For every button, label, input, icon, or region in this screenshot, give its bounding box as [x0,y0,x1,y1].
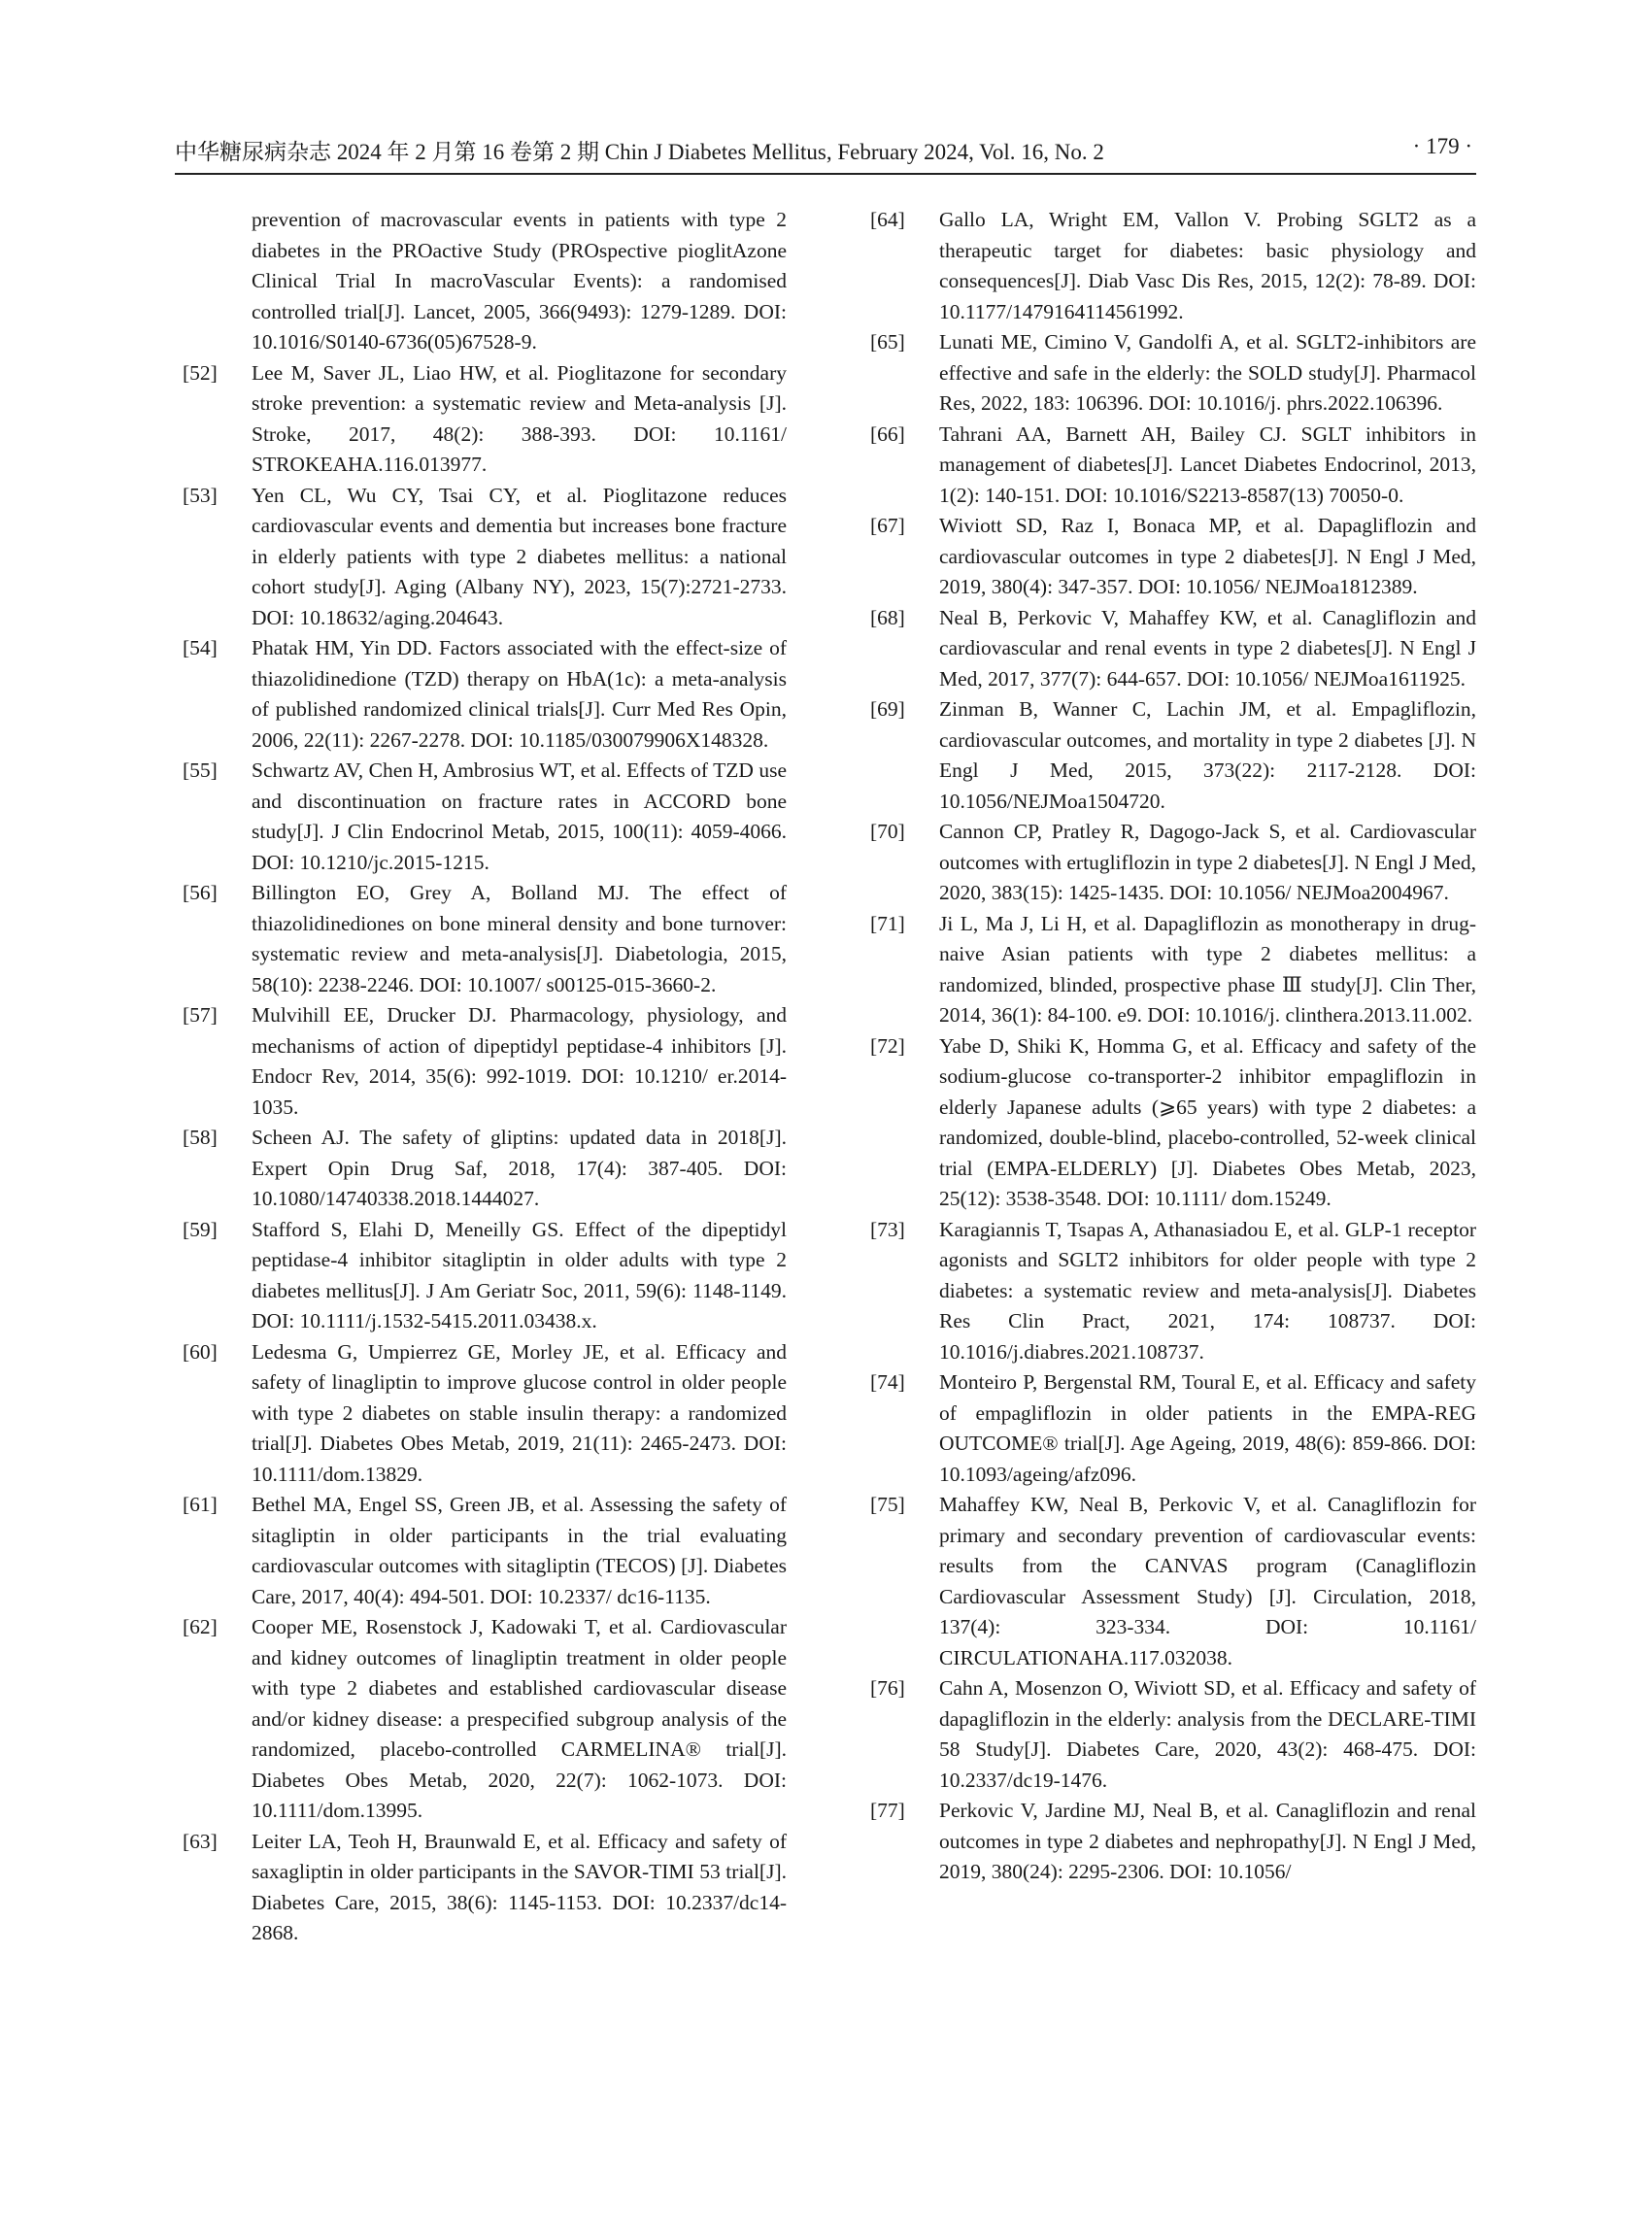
reference-number: [54] [183,636,218,659]
reference-text: prevention of macrovascular events in patients with type 2 diabetes in the PROactive Study (PROspective pioglitAzone Clinical Trial In macroVascular Events): a randomised controlled trial[J]. Lancet, 2005, 366(9493): 1279-1289. DOI: 10.1016/S0140-6736(05)67528-9. [252,208,787,354]
reference-text: Neal B, Perkovic V, Mahaffey KW, et al. Canagliflozin and cardiovascular and renal events in type 2 diabetes[J]. N Engl J Med, 2017, 377(7): 644-657. DOI: 10.1056/ NEJMoa1611925. [939,605,1476,691]
reference-number: [74] [870,1370,905,1394]
reference-entry [865,817,1476,909]
reference-number: [72] [870,1033,905,1058]
reference-text: Cahn A, Mosenzon O, Wiviott SD, et al. Efficacy and safety of dapagliflozin in the elderly: analysis from the DECLARE-TIMI 58 Study[J]. Diabetes Care, 2020, 43(2): 468-475. DOI: 10.2337/dc19-1476. [939,1676,1476,1792]
reference-entry [865,1367,1476,1490]
reference-text: Phatak HM, Yin DD. Factors associated with the effect-size of thiazolidinedione (TZD) therapy on HbA(1c): a meta-analysis of published randomized clinical trials[J]. Curr Med Res Opin, 2006, 22(11): 2267-2278. DOI: 10.1185/030079906X148328. [252,636,787,752]
reference-text: Lee M, Saver JL, Liao HW, et al. Pioglitazone for secondary stroke prevention: a systematic review and Meta-analysis [J]. Stroke, 2017, 48(2): 388-393. DOI: 10.1161/ STROKEAHA.116.013977. [252,360,787,476]
reference-text: Perkovic V, Jardine MJ, Neal B, et al. Canagliflozin and renal outcomes in type 2 diabetes and nephropathy[J]. N Engl J Med, 2019, 380(24): 2295-2306. DOI: 10.1056/ [939,1799,1476,1883]
reference-number: [64] [870,208,905,231]
reference-text: Cooper ME, Rosenstock J, Kadowaki T, et al. Cardiovascular and kidney outcomes of linagliptin treatment in older people with type 2 diabetes and established cardiovascular disease and/or kidney disease: a prespecified subgroup analysis of the randomized, placebo-controlled CARMELINA® trial[J]. Diabetes Obes Metab, 2020, 22(7): 1062-1073. DOI: 10.1111/dom.13995. [252,1615,787,1822]
reference-text: Yabe D, Shiki K, Homma G, et al. Efficacy and safety of the sodium-glucose co-transporter-2 inhibitor empagliflozin in elderly Japanese adults (⩾65 years) with type 2 diabetes: a randomized, double-blind, placebo-controlled, 52-week clinical trial (EMPA-ELDERLY) [J]. Diabetes Obes Metab, 2023, 25(12): 3538-3548. DOI: 10.1111/ dom.15249. [939,1033,1476,1210]
reference-entry [178,878,787,1000]
reference-entry [865,909,1476,1031]
reference-entry [865,694,1476,817]
journal-citation: 中华糖尿病杂志 2024 年 2 月第 16 卷第 2 期 Chin J Diabetes Mellitus, February 2024, Vol. 16, No. 2 [175,140,1104,164]
reference-entry [178,358,787,481]
reference-text: Scheen AJ. The safety of gliptins: updated data in 2018[J]. Expert Opin Drug Saf, 2018, 17(4): 387-405. DOI: 10.1080/14740338.2018.1444027. [252,1126,787,1210]
reference-text: Wiviott SD, Raz I, Bonaca MP, et al. Dapagliflozin and cardiovascular outcomes in type 2 diabetes[J]. N Engl J Med, 2019, 380(4): 347-357. DOI: 10.1056/ NEJMoa1812389. [939,514,1476,598]
reference-entry [178,481,787,634]
reference-entry [865,205,1476,327]
reference-text: Ji L, Ma J, Li H, et al. Dapagliflozin as monotherapy in drug-naive Asian patients with type 2 diabetes mellitus: a randomized, blinded, prospective phase Ⅲ study[J]. Clin Ther, 2014, 36(1): 84-100. e9. DOI: 10.1016/j. clinthera.2013.11.002. [939,911,1476,1027]
reference-entry [865,1796,1476,1888]
reference-number: [55] [183,759,218,782]
reference-text: Yen CL, Wu CY, Tsai CY, et al. Pioglitazone reduces cardiovascular events and dementia but increases bone fracture in elderly patients with type 2 diabetes mellitus: a national cohort study[J]. Aging (Albany NY), 2023, 15(7):2721-2733. DOI: 10.18632/aging.204643. [252,483,787,629]
reference-entry [178,1827,787,1949]
reference-entry [865,511,1476,603]
reference-entry [865,1031,1476,1215]
left-reference-column [178,205,787,1949]
reference-number: [53] [183,483,218,507]
reference-number: [71] [870,911,905,935]
reference-number: [69] [870,697,905,721]
reference-entry [178,633,787,756]
right-reference-column [865,205,1476,1888]
reference-entry [178,205,787,358]
reference-text: Billington EO, Grey A, Bolland MJ. The effect of thiazolidinediones on bone mineral density and bone turnover: systematic review and meta-analysis[J]. Diabetologia, 2015, 58(10): 2238-2246. DOI: 10.1007/ s00125-015-3660-2. [252,881,787,996]
reference-number: [68] [870,605,905,629]
reference-number: [76] [870,1676,905,1700]
running-header [175,124,1476,175]
reference-number: [66] [870,421,905,446]
reference-text: Mulvihill EE, Drucker DJ. Pharmacology, physiology, and mechanisms of action of dipeptidyl peptidase-4 inhibitors [J]. Endocr Rev, 2014, 35(6): 992-1019. DOI: 10.1210/ er.2014-1035. [252,1003,787,1119]
reference-number: [52] [183,360,218,385]
reference-number: [63] [183,1829,218,1853]
reference-number: [60] [183,1339,218,1364]
reference-text: Leiter LA, Teoh H, Braunwald E, et al. Efficacy and safety of saxagliptin in older participants in the SAVOR-TIMI 53 trial[J]. Diabetes Care, 2015, 38(6): 1145-1153. DOI: 10.2337/dc14-2868. [252,1829,787,1944]
reference-number: [67] [870,514,905,537]
reference-number: [73] [870,1217,905,1241]
reference-entry [178,1612,787,1827]
reference-entry [865,603,1476,695]
reference-text: Mahaffey KW, Neal B, Perkovic V, et al. Canagliflozin for primary and secondary prevention of cardiovascular events: results from the CANVAS program (Canagliflozin Cardiovascular Assessment Study) [J]. Circulation, 2018, 137(4): 323-334. DOI: 10.1161/ CIRCULATIONAHA.117.032038. [939,1493,1476,1669]
reference-text: Schwartz AV, Chen H, Ambrosius WT, et al. Effects of TZD use and discontinuation on fracture rates in ACCORD bone study[J]. J Clin Endocrinol Metab, 2015, 100(11): 4059-4066. DOI: 10.1210/jc.2015-1215. [252,759,787,874]
reference-number: [77] [870,1799,905,1822]
reference-text: Stafford S, Elahi D, Meneilly GS. Effect of the dipeptidyl peptidase-4 inhibitor sitagliptin in older adults with type 2 diabetes mellitus[J]. J Am Geriatr Soc, 2011, 59(6): 1148-1149. DOI: 10.1111/j.1532-5415.2011.03438.x. [252,1217,787,1332]
reference-text: Lunati ME, Cimino V, Gandolfi A, et al. SGLT2-inhibitors are effective and safe in the elderly: the SOLD study[J]. Pharmacol Res, 2022, 183: 106396. DOI: 10.1016/j. phrs.2022.106396. [939,330,1476,415]
reference-entry [178,1000,787,1123]
reference-number: [62] [183,1615,218,1638]
reference-number: [65] [870,330,905,354]
reference-number: [59] [183,1217,218,1241]
reference-text: Tahrani AA, Barnett AH, Bailey CJ. SGLT inhibitors in management of diabetes[J]. Lancet Diabetes Endocrinol, 2013, 1(2): 140-151. DOI: 10.1016/S2213-8587(13) 70050-0. [939,421,1476,507]
reference-entry [178,1490,787,1612]
reference-text: Ledesma G, Umpierrez GE, Morley JE, et al. Efficacy and safety of linagliptin to improve glucose control in older people with type 2 diabetes on stable insulin therapy: a randomized trial[J]. Diabetes Obes Metab, 2019, 21(11): 2465-2473. DOI: 10.1111/dom.13829. [252,1339,787,1486]
reference-text: Monteiro P, Bergenstal RM, Toural E, et al. Efficacy and safety of empagliflozin in older patients in the EMPA-REG OUTCOME® trial[J]. Age Ageing, 2019, 48(6): 859-866. DOI: 10.1093/ageing/afz096. [939,1370,1476,1486]
reference-entry [865,1673,1476,1796]
reference-entry [865,1490,1476,1673]
reference-entry [178,756,787,878]
reference-text: Gallo LA, Wright EM, Vallon V. Probing SGLT2 as a therapeutic target for diabetes: basic physiology and consequences[J]. Diab Vasc Dis Res, 2015, 12(2): 78-89. DOI: 10.1177/1479164114561992. [939,208,1476,323]
reference-number: [56] [183,881,218,904]
reference-number: [75] [870,1493,905,1516]
reference-entry [178,1123,787,1215]
reference-text: Zinman B, Wanner C, Lachin JM, et al. Empagliflozin, cardiovascular outcomes, and mortality in type 2 diabetes [J]. N Engl J Med, 2015, 373(22): 2117-2128. DOI: 10.1056/NEJMoa1504720. [939,697,1476,813]
reference-number: [57] [183,1003,218,1027]
reference-text: Bethel MA, Engel SS, Green JB, et al. Assessing the safety of sitagliptin in older participants in the trial evaluating cardiovascular outcomes with sitagliptin (TECOS) [J]. Diabetes Care, 2017, 40(4): 494-501. DOI: 10.2337/ dc16-1135. [252,1493,787,1608]
reference-entry [865,420,1476,512]
reference-entry [178,1337,787,1491]
reference-entry [178,1215,787,1337]
page-number: · 179 · [1412,134,1472,158]
reference-entry [865,327,1476,420]
reference-number: [61] [183,1493,218,1516]
reference-entry [865,1215,1476,1368]
reference-text: Cannon CP, Pratley R, Dagogo-Jack S, et al. Cardiovascular outcomes with ertugliflozin in type 2 diabetes[J]. N Engl J Med, 2020, 383(15): 1425-1435. DOI: 10.1056/ NEJMoa2004967. [939,820,1476,904]
reference-number: [58] [183,1126,218,1149]
reference-number: [70] [870,820,905,843]
reference-text: Karagiannis T, Tsapas A, Athanasiadou E, et al. GLP-1 receptor agonists and SGLT2 inhibitors for older people with type 2 diabetes: a systematic review and meta-analysis[J]. Diabetes Res Clin Pract, 2021, 174: 108737. DOI: 10.1016/j.diabres.2021.108737. [939,1217,1476,1364]
